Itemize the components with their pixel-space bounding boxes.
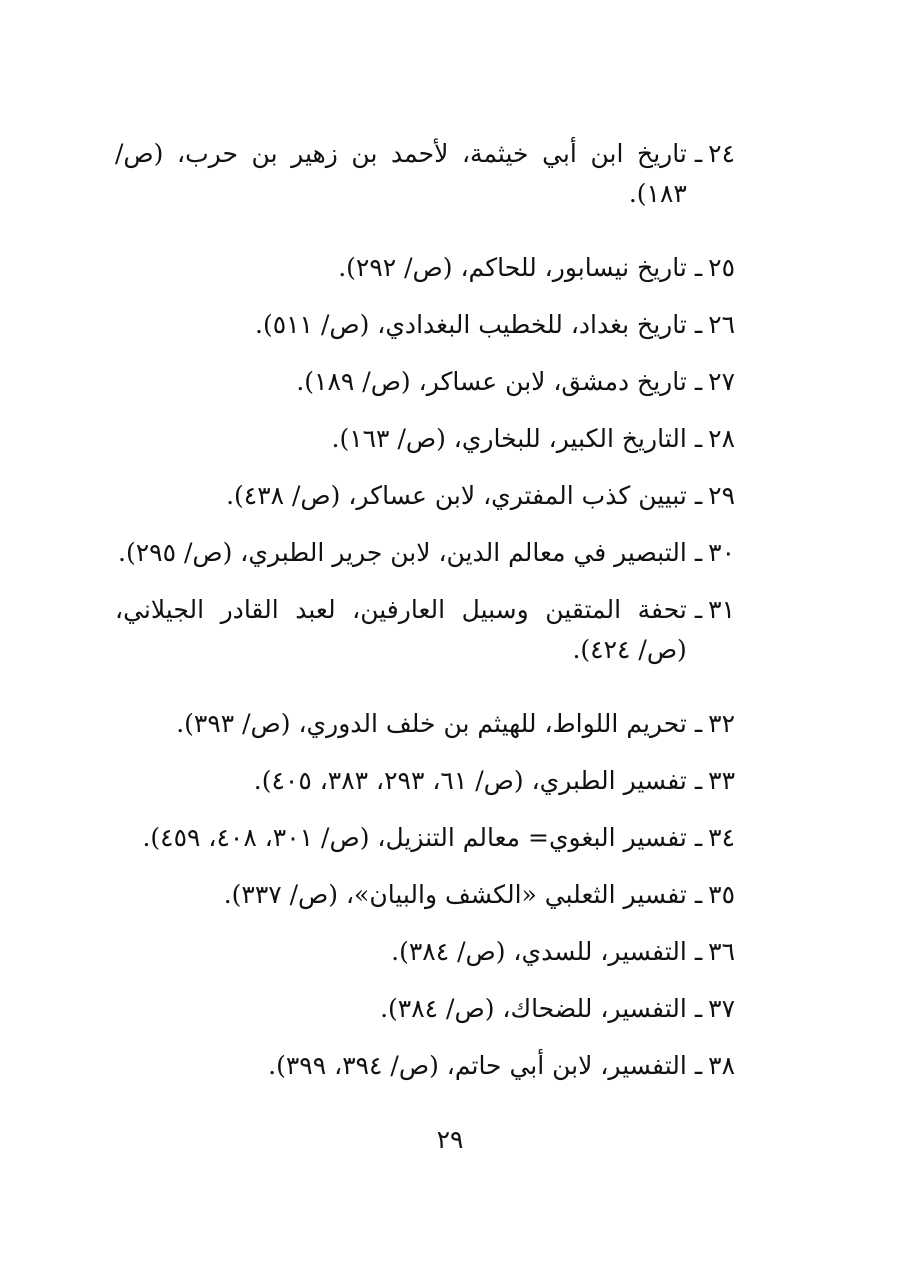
entry-number: ٣٣ <box>708 766 735 795</box>
entry-text: تفسير الطبري، (ص/ ٦١، ٢٩٣، ٣٨٣، ٤٠٥). <box>253 766 687 795</box>
entry-text: تحريم اللواط، للهيثم بن خلف الدوري، (ص/ ٣٩٣). <box>176 709 687 738</box>
list-item <box>115 134 735 248</box>
entry-text: تحفة المتقين وسبيل العارفين، لعبد القادر الجيلاني، (ص/ ٤٢٤). <box>115 595 687 664</box>
entry-number: ٣٤ <box>708 823 735 852</box>
entry-separator: ـ <box>694 424 703 453</box>
list-item <box>115 362 735 419</box>
list-item <box>115 704 735 761</box>
entry-text: تفسير البغوي= معالم التنزيل، (ص/ ٣٠١، ٤٠٨، ٤٥٩). <box>142 823 687 852</box>
entry-separator: ـ <box>694 766 703 795</box>
entry-text: التفسير، لابن أبي حاتم، (ص/ ٣٩٤، ٣٩٩). <box>268 1051 687 1080</box>
entry-number: ٢٨ <box>708 424 735 453</box>
entry-number: ٢٤ <box>708 139 735 168</box>
list-item <box>115 932 735 989</box>
list-item <box>115 533 735 590</box>
entry-text: التاريخ الكبير، للبخاري، (ص/ ١٦٣). <box>331 424 687 453</box>
entry-separator: ـ <box>694 253 703 282</box>
list-item <box>115 419 735 476</box>
list-item <box>115 305 735 362</box>
entry-separator: ـ <box>694 595 703 624</box>
entry-separator: ـ <box>694 937 703 966</box>
entry-text: التفسير، للضحاك، (ص/ ٣٨٤). <box>380 994 687 1023</box>
entry-number: ٣٥ <box>708 880 735 909</box>
entry-text: تفسير الثعلبي «الكشف والبيان»، (ص/ ٣٣٧). <box>223 880 687 909</box>
list-item <box>115 590 735 704</box>
entry-number: ٣١ <box>708 595 735 624</box>
entry-number: ٣٨ <box>708 1051 735 1080</box>
page-number: ٢٩ <box>436 1125 464 1154</box>
list-item <box>115 1046 735 1103</box>
entry-number: ٣٦ <box>708 937 735 966</box>
list-item <box>115 989 735 1046</box>
entry-number: ٣٠ <box>708 538 735 567</box>
entry-separator: ـ <box>694 709 703 738</box>
entry-separator: ـ <box>694 880 703 909</box>
entry-separator: ـ <box>694 481 703 510</box>
list-item <box>115 818 735 875</box>
entry-text: التبصير في معالم الدين، لابن جرير الطبري، (ص/ ٢٩٥). <box>118 538 687 567</box>
entry-separator: ـ <box>694 823 703 852</box>
entry-number: ٢٥ <box>708 253 735 282</box>
entry-number: ٣٧ <box>708 994 735 1023</box>
entry-number: ٢٦ <box>708 310 735 339</box>
list-item <box>115 248 735 305</box>
entry-separator: ـ <box>694 1051 703 1080</box>
bibliography-list <box>115 134 735 1103</box>
list-item <box>115 875 735 932</box>
list-item <box>115 761 735 818</box>
entry-separator: ـ <box>694 367 703 396</box>
entry-text: تاريخ نيسابور، للحاكم، (ص/ ٢٩٢). <box>338 253 687 282</box>
list-item <box>115 476 735 533</box>
entry-text: تاريخ دمشق، لابن عساكر، (ص/ ١٨٩). <box>296 367 687 396</box>
entry-number: ٢٧ <box>708 367 735 396</box>
entry-text: تاريخ ابن أبي خيثمة، لأحمد بن زهير بن حرب، (ص/ ١٨٣). <box>115 139 687 208</box>
entry-text: التفسير، للسدي، (ص/ ٣٨٤). <box>391 937 687 966</box>
entry-number: ٣٢ <box>708 709 735 738</box>
entry-number: ٢٩ <box>708 481 735 510</box>
entry-text: تبيين كذب المفتري، لابن عساكر، (ص/ ٤٣٨). <box>226 481 687 510</box>
entry-separator: ـ <box>694 538 703 567</box>
entry-separator: ـ <box>694 310 703 339</box>
entry-separator: ـ <box>694 994 703 1023</box>
entry-separator: ـ <box>694 139 703 168</box>
entry-text: تاريخ بغداد، للخطيب البغدادي، (ص/ ٥١١). <box>255 310 687 339</box>
